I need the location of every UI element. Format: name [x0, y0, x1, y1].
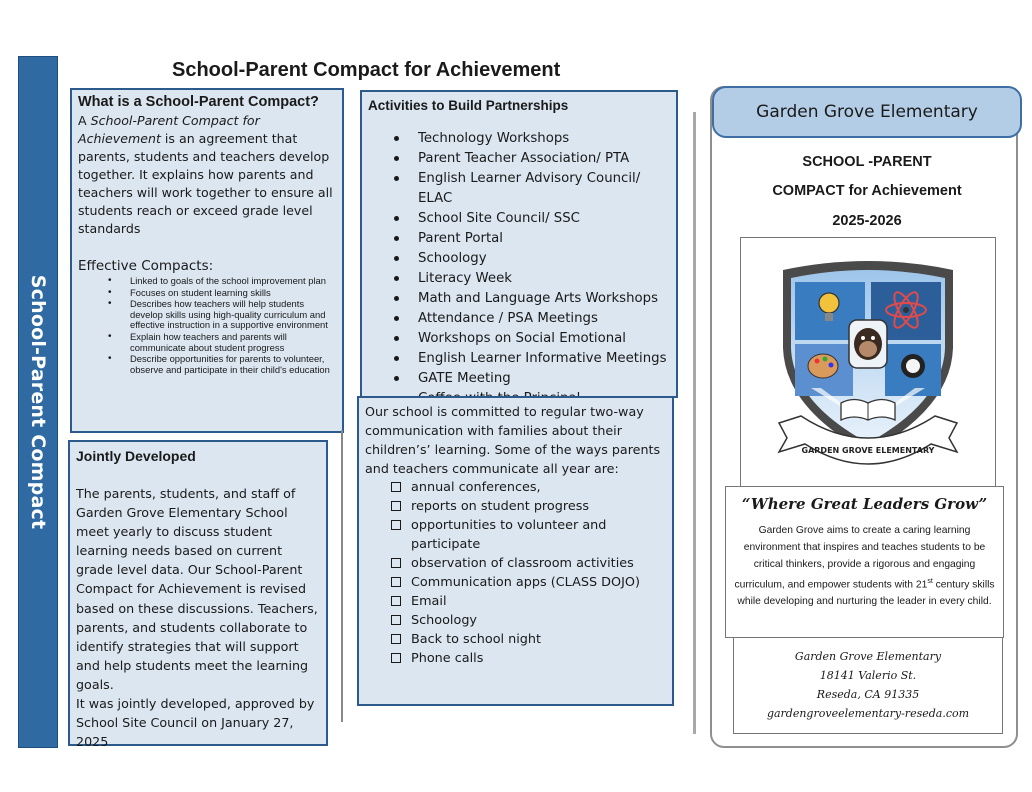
school-name-header: Garden Grove Elementary	[712, 86, 1022, 138]
list-item: • Describe opportunities for parents to volunteer, observe and participate in their child's education	[108, 354, 336, 375]
list-item: Attendance / PSA Meetings	[392, 309, 670, 329]
list-item-label: Schoology	[411, 613, 478, 628]
list-item-label: Phone calls	[411, 651, 484, 666]
list-item	[391, 611, 666, 630]
side-banner-label: School-Parent Compact	[27, 274, 49, 530]
list-item	[391, 478, 666, 497]
checkbox-icon	[391, 577, 401, 587]
school-motto: “Where Great Leaders Grow”	[741, 495, 988, 513]
list-item	[391, 592, 666, 611]
jointly-developed-panel	[68, 440, 328, 750]
list-item: • Linked to goals of the school improvement plan	[108, 276, 336, 287]
intro-rest: is an agreement that parents, students and teachers develop together. It explains how parents and teachers will work together to ensure all students reach or exceed grade level standards	[78, 131, 333, 236]
list-item: Math and Language Arts Workshops	[392, 289, 670, 309]
list-item: Workshops on Social Emotional	[392, 329, 670, 349]
checkbox-icon	[391, 634, 401, 644]
checkbox-icon	[391, 596, 401, 606]
list-item-label: Email	[411, 594, 447, 609]
list-item: • Describes how teachers will help students develop skills using high-quality curriculum and effective instruction in a supportive environment	[108, 299, 336, 331]
list-item-label: Communication apps (CLASS DOJO)	[411, 575, 640, 590]
list-item: • Explain how teachers and parents will communicate about student progress	[108, 332, 336, 353]
list-item	[391, 497, 666, 516]
list-item: GATE Meeting	[392, 369, 670, 389]
list-item: Literacy Week	[392, 269, 670, 289]
checkbox-icon	[391, 482, 401, 492]
list-item: English Learner Informative Meetings	[392, 349, 670, 369]
address-block	[733, 638, 1003, 734]
list-item	[391, 573, 666, 592]
school-crest	[740, 237, 996, 487]
address-line: 18141 Valerio St.	[819, 669, 917, 682]
list-item	[391, 554, 666, 573]
address-line: Reseda, CA 91335	[816, 688, 920, 701]
crest-banner-text: GARDEN GROVE ELEMENTARY	[801, 446, 935, 455]
address-line: Garden Grove Elementary	[794, 650, 942, 663]
jointly-heading: Jointly Developed	[76, 448, 196, 464]
what-intro	[78, 112, 336, 238]
mission-statement	[734, 522, 995, 610]
page-title: School-Parent Compact for Achievement	[172, 59, 561, 81]
activities-list	[368, 129, 670, 409]
jointly-body: The parents, students, and staff of Garden Grove Elementary School meet yearly to discuss student learning needs based on current grade level data. Our School-Parent Compact for Achievement is revised based on these discussions. Teachers, parents, and students collaborate to identify strategies that will support and help students meet the learning goals.	[76, 486, 318, 692]
list-item: School Site Council/ SSC	[392, 209, 670, 229]
checkbox-icon	[391, 615, 401, 625]
list-item-label: reports on student progress	[411, 499, 590, 514]
compact-title-line1: SCHOOL -PARENT	[802, 154, 932, 170]
communication-list	[365, 478, 666, 668]
side-banner	[18, 56, 58, 748]
compact-year: 2025-2026	[832, 213, 902, 229]
communication-panel	[357, 396, 674, 706]
column-divider	[341, 430, 343, 722]
what-is-compact-panel	[70, 88, 344, 433]
intro-prefix: A	[78, 113, 91, 128]
checkbox-icon	[391, 501, 401, 511]
mission-superscript: st	[927, 578, 933, 585]
website-link[interactable]: gardengroveelementary-reseda.com	[766, 707, 970, 720]
effective-compacts-heading: Effective Compacts:	[78, 258, 214, 274]
list-item: Parent Portal	[392, 229, 670, 249]
mission-box	[725, 486, 1004, 638]
activities-heading: Activities to Build Partnerships	[368, 98, 569, 113]
checkbox-icon	[391, 520, 401, 530]
list-item: Parent Teacher Association/ PTA	[392, 149, 670, 169]
communication-intro: Our school is committed to regular two-way communication with families about their children’s’ learning. Some of the ways parents and teachers communicate all year are:	[365, 404, 661, 476]
activities-panel	[360, 90, 678, 398]
list-item-label: Back to school night	[411, 632, 542, 647]
mission-part: century skills while developing and nurturing the leader in every child.	[737, 579, 995, 608]
jointly-approval: It was jointly developed, approved by School Site Council on January 27, 2025	[76, 696, 315, 750]
list-item: Schoology	[392, 249, 670, 269]
list-item: Technology Workshops	[392, 129, 670, 149]
column-divider	[693, 112, 696, 734]
what-heading: What is a School-Parent Compact?	[78, 94, 319, 110]
list-item-label: observation of classroom activities	[411, 556, 634, 571]
list-item: • Focuses on student learning skills	[108, 288, 336, 299]
list-item: English Learner Advisory Council/ ELAC	[392, 169, 670, 209]
mission-part: Garden Grove aims to create a caring learning environment that inspires and teaches students to be critical thinkers, provide a rigorous and engaging curriculum, and empower students with 21	[734, 525, 986, 591]
list-item-label: annual conferences,	[411, 480, 541, 495]
list-item-label: opportunities to volunteer and participate	[411, 518, 607, 552]
checkbox-icon	[391, 558, 401, 568]
list-item	[391, 516, 666, 554]
intro-emphasis: School-Parent Compact for Achievement	[78, 113, 260, 146]
checkbox-icon	[391, 653, 401, 663]
crest-icon	[741, 238, 995, 486]
effective-compacts-list	[78, 276, 336, 375]
list-item	[391, 649, 666, 668]
list-item	[391, 630, 666, 649]
compact-title-line2: COMPACT for Achievement	[772, 183, 962, 199]
